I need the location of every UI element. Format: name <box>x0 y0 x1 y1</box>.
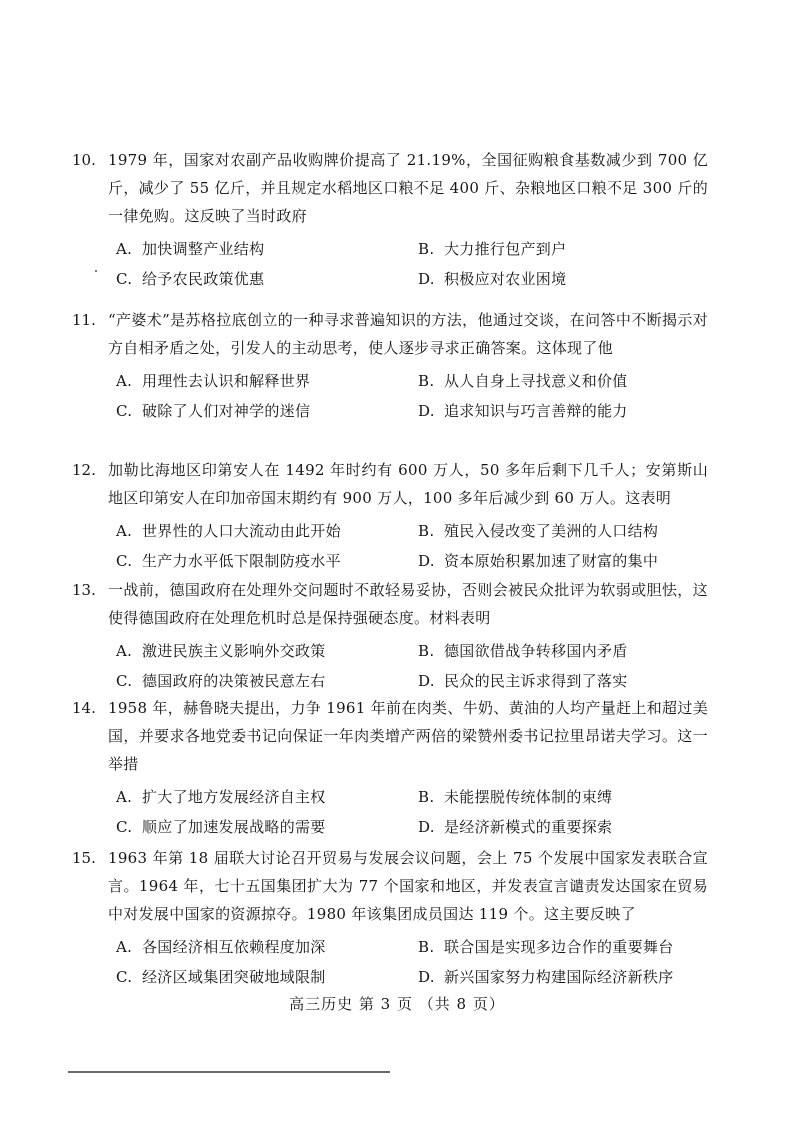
option-letter: B. <box>418 788 435 806</box>
option-letter: D. <box>418 270 435 288</box>
option-b <box>418 234 566 264</box>
option-text: 用理性去认识和解释世界 <box>142 372 311 390</box>
option-text: 生产力水平低下限制防疫水平 <box>142 552 341 570</box>
option-c <box>116 812 326 842</box>
option-text: 殖民入侵改变了美洲的人口结构 <box>444 522 659 540</box>
option-letter: B. <box>418 938 435 956</box>
option-letter: D. <box>418 552 435 570</box>
question-11 <box>72 306 708 426</box>
option-text: 联合国是实现多边合作的重要舞台 <box>444 938 674 956</box>
page-footer: 高三历史 第 3 页 （共 8 页） <box>289 995 505 1013</box>
option-text: 德国政府的决策被民意左右 <box>142 672 326 690</box>
option-d <box>418 812 612 842</box>
option-text: 新兴国家努力构建国际经济新秩序 <box>444 968 674 986</box>
option-letter: B. <box>418 240 435 258</box>
option-c <box>116 264 264 294</box>
option-d <box>418 546 658 576</box>
option-b <box>418 366 628 396</box>
option-text: 世界性的人口大流动由此开始 <box>142 522 341 540</box>
option-list <box>108 636 708 696</box>
option-text: 追求知识与巧言善辩的能力 <box>444 402 628 420</box>
option-text: 破除了人们对神学的迷信 <box>142 402 311 420</box>
option-text: 经济区域集团突破地域限制 <box>142 968 326 986</box>
option-list <box>108 234 708 294</box>
question-stem: “产婆术”是苏格拉底创立的一种寻求普遍知识的方法，他通过交谈，在问答中不断揭示对方自相矛盾之处，引发人的主动思考，使人逐步寻求正确答案。这体现了他 <box>108 311 708 357</box>
option-a <box>116 636 326 666</box>
question-15 <box>72 844 708 992</box>
option-letter: C. <box>116 402 133 420</box>
option-letter: D. <box>418 672 435 690</box>
option-list <box>108 516 708 576</box>
scan-divider-line <box>68 1071 390 1073</box>
option-c <box>116 666 326 696</box>
option-letter: B. <box>418 522 435 540</box>
option-text: 扩大了地方发展经济自主权 <box>142 788 326 806</box>
option-text: 从人自身上寻找意义和价值 <box>444 372 628 390</box>
option-text: 资本原始积累加速了财富的集中 <box>444 552 659 570</box>
question-10 <box>72 146 708 294</box>
option-d <box>418 264 566 294</box>
option-letter: A. <box>116 372 133 390</box>
option-c <box>116 962 326 992</box>
option-letter: D. <box>418 818 435 836</box>
option-a <box>116 516 341 546</box>
option-letter: C. <box>116 968 133 986</box>
question-number: 11. <box>72 311 96 329</box>
option-letter: B. <box>418 642 435 660</box>
option-text: 加快调整产业结构 <box>142 240 265 258</box>
question-14 <box>72 694 708 842</box>
option-letter: C. <box>116 818 133 836</box>
option-letter: D. <box>418 402 435 420</box>
option-c <box>116 396 310 426</box>
scan-speck <box>95 270 97 272</box>
option-letter: A. <box>116 938 133 956</box>
option-text: 是经济新模式的重要探索 <box>444 818 613 836</box>
option-list <box>108 932 708 992</box>
question-stem: 一战前，德国政府在处理外交问题时不敢轻易妥协，否则会被民众批评为软弱或胆怯，这使得德国政府在处理危机时总是保持强硬态度。材料表明 <box>108 581 708 627</box>
option-c <box>116 546 341 576</box>
question-stem: 1963 年第 18 届联大讨论召开贸易与发展会议问题，会上 75 个发展中国家发表联合宣言。1964 年，七十五国集团扩大为 77 个国家和地区，并发表宣言谴责发达国家在贸易中对发展中国家的资源掠夺。1980 年该集团成员国达 119 个。这主要反映了 <box>108 849 708 923</box>
question-stem: 1958 年，赫鲁晓夫提出，力争 1961 年前在肉类、牛奶、黄油的人均产量赶上和超过美国，并要求各地党委书记向保证一年肉类增产两倍的梁赞州委书记拉里昂诺夫学习。这一举措 <box>108 699 708 773</box>
question-number: 15. <box>72 849 96 867</box>
option-a <box>116 366 310 396</box>
option-letter: C. <box>116 270 133 288</box>
question-stem: 加勒比海地区印第安人在 1492 年时约有 600 万人，50 多年后剩下几千人；安第斯山地区印第安人在印加帝国末期约有 900 万人，100 多年后减少到 60 万人。这表明 <box>108 461 708 507</box>
option-letter: A. <box>116 788 133 806</box>
option-b <box>418 516 658 546</box>
option-letter: C. <box>116 672 133 690</box>
option-text: 积极应对农业困境 <box>444 270 567 288</box>
question-stem: 1979 年，国家对农副产品收购牌价提高了 21.19%，全国征购粮食基数减少到 700 亿斤，减少了 55 亿斤，并且规定水稻地区口粮不足 400 斤、杂粮地区口粮不足 300 斤的一律免购。这反映了当时政府 <box>108 151 708 225</box>
option-text: 各国经济相互依赖程度加深 <box>142 938 326 956</box>
option-list <box>108 366 708 426</box>
option-b <box>418 782 612 812</box>
option-text: 未能摆脱传统体制的束缚 <box>444 788 613 806</box>
option-text: 德国欲借战争转移国内矛盾 <box>444 642 628 660</box>
question-12 <box>72 456 708 576</box>
option-text: 民众的民主诉求得到了落实 <box>444 672 628 690</box>
question-number: 12. <box>72 461 96 479</box>
option-a <box>116 234 264 264</box>
question-number: 13. <box>72 581 96 599</box>
option-list <box>108 782 708 842</box>
option-d <box>418 396 628 426</box>
option-letter: D. <box>418 968 435 986</box>
option-text: 顺应了加速发展战略的需要 <box>142 818 326 836</box>
question-number: 14. <box>72 699 96 717</box>
option-d <box>418 962 674 992</box>
option-letter: B. <box>418 372 435 390</box>
option-text: 激进民族主义影响外交政策 <box>142 642 326 660</box>
option-b <box>418 932 674 962</box>
option-b <box>418 636 628 666</box>
option-letter: C. <box>116 552 133 570</box>
option-d <box>418 666 628 696</box>
question-13 <box>72 576 708 696</box>
option-letter: A. <box>116 522 133 540</box>
option-a <box>116 782 326 812</box>
option-text: 大力推行包产到户 <box>444 240 567 258</box>
option-letter: A. <box>116 642 133 660</box>
option-letter: A. <box>116 240 133 258</box>
question-number: 10. <box>72 151 96 169</box>
option-text: 给予农民政策优惠 <box>142 270 265 288</box>
option-a <box>116 932 326 962</box>
